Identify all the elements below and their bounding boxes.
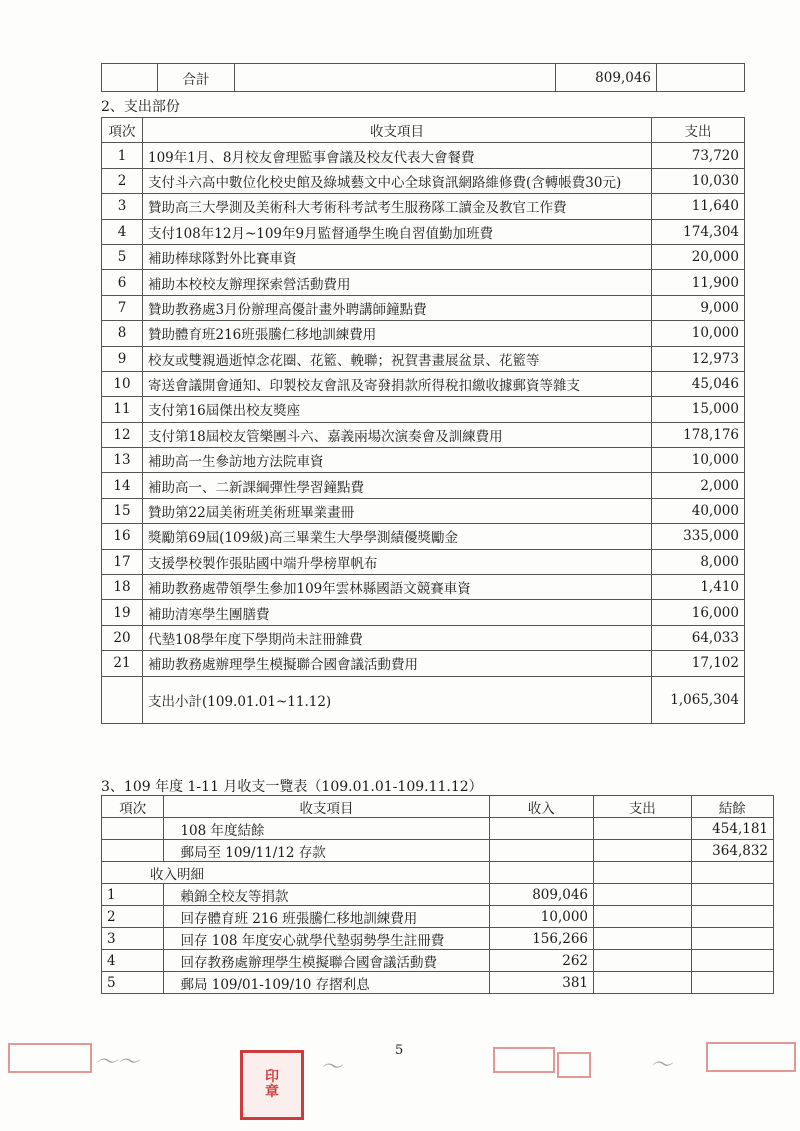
- col-header-balance: 結餘: [691, 796, 773, 818]
- row-item: 補助高一、二新課綱彈性學習鐘點費: [143, 473, 652, 498]
- row-number: 5: [102, 244, 143, 269]
- expense-table: [101, 117, 745, 724]
- balance-item: 108 年度結餘: [164, 818, 489, 840]
- income-row-item: 賴錦全校友等捐款: [164, 884, 489, 906]
- col-header-no: 項次: [102, 796, 164, 818]
- row-amount: 16,000: [652, 600, 745, 625]
- table-row: [102, 549, 745, 574]
- income-detail-label: 收入明細: [102, 862, 490, 884]
- page-number: 5: [395, 1043, 404, 1058]
- row-amount: 15,000: [652, 397, 745, 422]
- row-item: 109年1月、8月校友會理監事會議及校友代表大會餐費: [143, 143, 652, 168]
- table-row: [102, 625, 745, 650]
- empty-cell: [594, 950, 692, 972]
- row-item: 補助教務處辦理學生模擬聯合國會議活動費用: [143, 651, 652, 676]
- income-row-number: 1: [102, 884, 164, 906]
- subtotal-label: 支出小計(109.01.01~11.12): [143, 676, 652, 723]
- income-row: [102, 950, 774, 972]
- table-row: [102, 575, 745, 600]
- row-amount: 12,973: [652, 346, 745, 371]
- empty-cell: [691, 972, 773, 994]
- total-value: 809,046: [556, 64, 657, 92]
- empty-cell: [594, 818, 692, 840]
- table-row: [102, 219, 745, 244]
- signature-scribble: 〜: [320, 1055, 343, 1080]
- income-row-number: 4: [102, 950, 164, 972]
- income-row: [102, 884, 774, 906]
- row-item: 代墊108學年度下學期尚未註冊雜費: [143, 625, 652, 650]
- income-row-amount: 381: [489, 972, 593, 994]
- row-number: 11: [102, 397, 143, 422]
- income-row-item: 回存 108 年度安心就學代墊弱勢學生註冊費: [164, 928, 489, 950]
- row-amount: 45,046: [652, 371, 745, 396]
- balance-row: [102, 840, 774, 862]
- col-header-income: 收入: [489, 796, 593, 818]
- empty-cell: [489, 818, 593, 840]
- empty-cell: [594, 972, 692, 994]
- row-amount: 174,304: [652, 219, 745, 244]
- subtotal-amount: 1,065,304: [652, 676, 745, 723]
- empty-cell: [102, 676, 143, 723]
- table-row: [102, 194, 745, 219]
- row-item: 贊助高三大學測及美術科大考術科考試考生服務隊工讀金及教官工作費: [143, 194, 652, 219]
- row-number: 12: [102, 422, 143, 447]
- row-amount: 20,000: [652, 244, 745, 269]
- row-number: 21: [102, 651, 143, 676]
- empty-cell: [691, 884, 773, 906]
- table-row: [102, 295, 745, 320]
- empty-cell: [594, 928, 692, 950]
- signature-scribble: 〜〜: [95, 1050, 140, 1075]
- empty-cell: [691, 928, 773, 950]
- row-amount: 8,000: [652, 549, 745, 574]
- row-amount: 40,000: [652, 498, 745, 523]
- col-header-item: 收支項目: [164, 796, 489, 818]
- row-number: 20: [102, 625, 143, 650]
- table-row: [102, 321, 745, 346]
- row-amount: 10,000: [652, 448, 745, 473]
- table-row: [102, 397, 745, 422]
- income-row-item: 回存體育班 216 班張騰仁移地訓練費用: [164, 906, 489, 928]
- income-detail-header-row: [102, 862, 774, 884]
- faded-stamp-left: [8, 1043, 92, 1073]
- table-row: [102, 244, 745, 269]
- table-row: [102, 448, 745, 473]
- row-amount: 9,000: [652, 295, 745, 320]
- row-item: 校友或雙親過逝悼念花圈、花籃、輓聯；祝賀書畫展盆景、花籃等: [143, 346, 652, 371]
- row-item: 贊助教務處3月份辦理高優計畫外聘講師鐘點費: [143, 295, 652, 320]
- row-amount: 11,900: [652, 270, 745, 295]
- table-row: [102, 270, 745, 295]
- row-item: 贊助體育班216班張騰仁移地訓練費用: [143, 321, 652, 346]
- row-item: 補助高一生參訪地方法院車資: [143, 448, 652, 473]
- red-square-seal: 印 章: [240, 1050, 304, 1120]
- row-item: 支付第16屆傑出校友獎座: [143, 397, 652, 422]
- col-header-no: 項次: [102, 118, 143, 143]
- table-row: [102, 143, 745, 168]
- row-amount: 178,176: [652, 422, 745, 447]
- row-number: 15: [102, 498, 143, 523]
- table-header-row: [102, 796, 774, 818]
- row-item: 支援學校製作張貼國中端升學榜單帆布: [143, 549, 652, 574]
- row-number: 18: [102, 575, 143, 600]
- table-row: [102, 498, 745, 523]
- total-label: 合計: [158, 64, 235, 92]
- table-row: [102, 168, 745, 193]
- table-row: [102, 346, 745, 371]
- row-number: 1: [102, 143, 143, 168]
- table-row: [102, 600, 745, 625]
- faded-stamp-small: [557, 1052, 591, 1078]
- balance-item: 郵局至 109/11/12 存款: [164, 840, 489, 862]
- row-number: 8: [102, 321, 143, 346]
- row-amount: 11,640: [652, 194, 745, 219]
- income-row-amount: 262: [489, 950, 593, 972]
- balance-value: 364,832: [691, 840, 773, 862]
- balance-value: 454,181: [691, 818, 773, 840]
- table-row: [102, 371, 745, 396]
- row-number: 14: [102, 473, 143, 498]
- income-row-amount: 156,266: [489, 928, 593, 950]
- row-amount: 10,000: [652, 321, 745, 346]
- row-item: 支付斗六高中數位化校史館及綠城藝文中心全球資訊網路維修費(含轉帳費30元): [143, 168, 652, 193]
- income-row: [102, 928, 774, 950]
- income-row-item: 回存教務處辦理學生模擬聯合國會議活動費: [164, 950, 489, 972]
- table-row: [102, 422, 745, 447]
- total-row-table: [101, 63, 745, 92]
- income-row-number: 2: [102, 906, 164, 928]
- income-row-amount: 10,000: [489, 906, 593, 928]
- table-row: [102, 524, 745, 549]
- subtotal-row: [102, 676, 745, 723]
- faded-stamp-right: [706, 1042, 796, 1072]
- income-row: [102, 906, 774, 928]
- row-amount: 10,030: [652, 168, 745, 193]
- summary-table: [101, 795, 774, 994]
- row-amount: 73,720: [652, 143, 745, 168]
- empty-cell: [489, 840, 593, 862]
- row-item: 獎勵第69屆(109級)高三畢業生大學學測績優獎勵金: [143, 524, 652, 549]
- income-row-amount: 809,046: [489, 884, 593, 906]
- col-header-expense: 支出: [594, 796, 692, 818]
- row-item: 補助棒球隊對外比賽車資: [143, 244, 652, 269]
- row-item: 贊助第22屆美術班美術班畢業畫冊: [143, 498, 652, 523]
- col-header-amount: 支出: [652, 118, 745, 143]
- row-number: 16: [102, 524, 143, 549]
- income-row-number: 5: [102, 972, 164, 994]
- row-amount: 1,410: [652, 575, 745, 600]
- row-number: 3: [102, 194, 143, 219]
- income-row-item: 郵局 109/01-109/10 存摺利息: [164, 972, 489, 994]
- row-item: 補助清寒學生團膳費: [143, 600, 652, 625]
- row-number: 17: [102, 549, 143, 574]
- faded-stamp-mid: [493, 1047, 555, 1073]
- income-row: [102, 972, 774, 994]
- row-amount: 17,102: [652, 651, 745, 676]
- table-header-row: [102, 118, 745, 143]
- empty-cell: [691, 906, 773, 928]
- row-number: 4: [102, 219, 143, 244]
- empty-cell: [594, 862, 692, 884]
- row-number: 9: [102, 346, 143, 371]
- empty-cell: [691, 950, 773, 972]
- row-item: 寄送會議開會通知、印製校友會訊及寄發捐款所得稅扣繳收據郵資等雜支: [143, 371, 652, 396]
- row-amount: 335,000: [652, 524, 745, 549]
- table-row: [102, 651, 745, 676]
- empty-cell: [102, 64, 158, 92]
- balance-row: [102, 818, 774, 840]
- empty-cell: [102, 840, 164, 862]
- empty-cell: [691, 862, 773, 884]
- row-amount: 2,000: [652, 473, 745, 498]
- empty-cell: [235, 64, 556, 92]
- empty-cell: [657, 64, 745, 92]
- row-number: 2: [102, 168, 143, 193]
- row-number: 6: [102, 270, 143, 295]
- col-header-item: 收支項目: [143, 118, 652, 143]
- signature-scribble: 〜: [650, 1053, 673, 1078]
- row-number: 13: [102, 448, 143, 473]
- row-item: 補助教務處帶領學生參加109年雲林縣國語文競賽車資: [143, 575, 652, 600]
- empty-cell: [489, 862, 593, 884]
- table-row: [102, 473, 745, 498]
- row-amount: 64,033: [652, 625, 745, 650]
- empty-cell: [594, 840, 692, 862]
- row-item: 支付108年12月~109年9月監督通學生晚自習值勤加班費: [143, 219, 652, 244]
- empty-cell: [594, 906, 692, 928]
- section3-title: 3、109 年度 1-11 月收支一覽表（109.01.01-109.11.12）: [101, 779, 483, 795]
- section2-title: 2、支出部份: [101, 99, 180, 115]
- row-item: 補助本校校友辦理探索營活動費用: [143, 270, 652, 295]
- empty-cell: [102, 818, 164, 840]
- row-item: 支付第18屆校友管樂團斗六、嘉義兩場次演奏會及訓練費用: [143, 422, 652, 447]
- row-number: 7: [102, 295, 143, 320]
- empty-cell: [594, 884, 692, 906]
- income-row-number: 3: [102, 928, 164, 950]
- row-number: 10: [102, 371, 143, 396]
- row-number: 19: [102, 600, 143, 625]
